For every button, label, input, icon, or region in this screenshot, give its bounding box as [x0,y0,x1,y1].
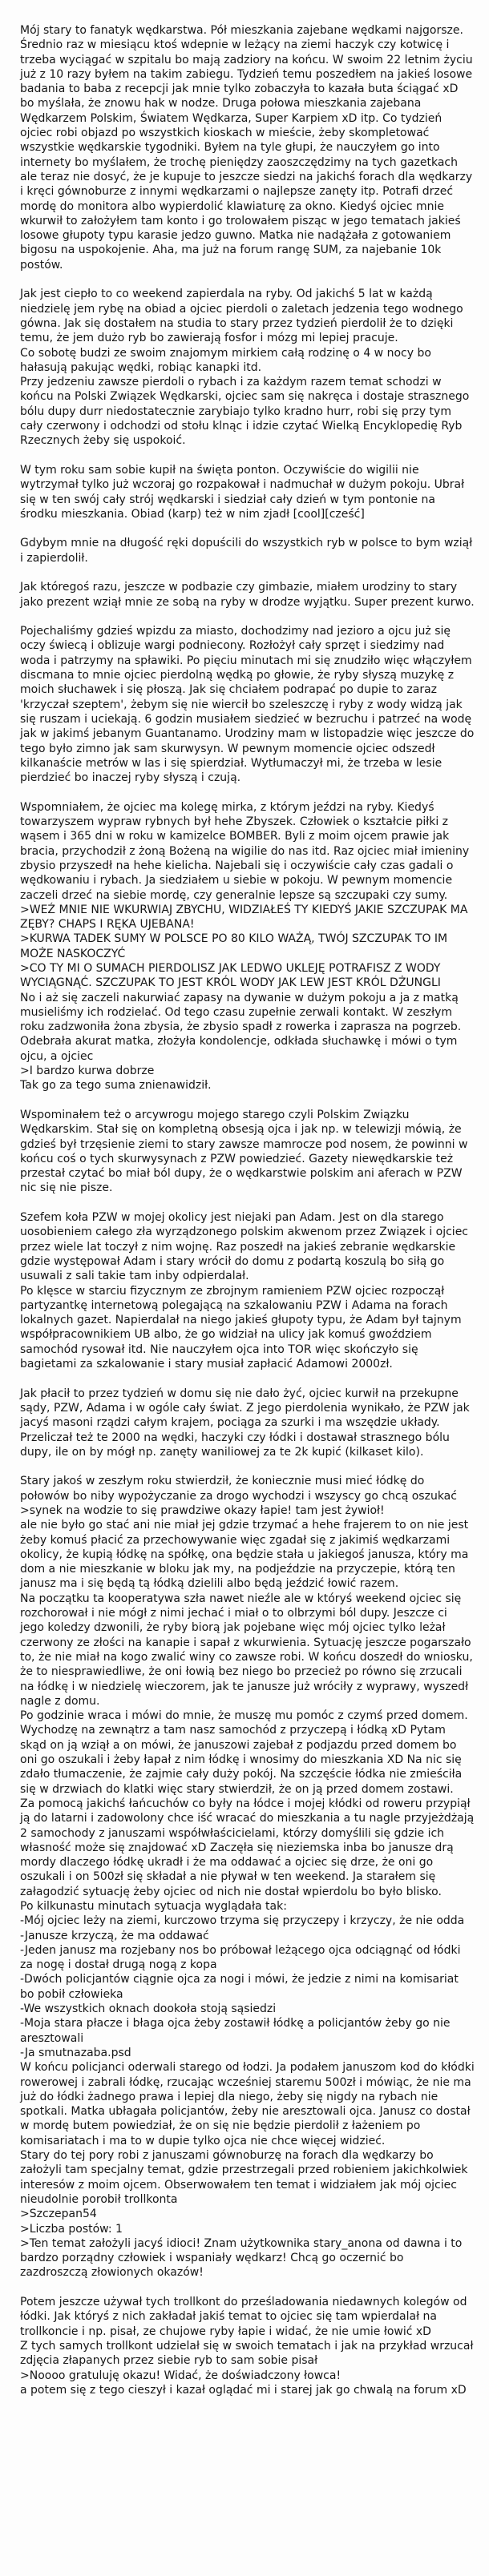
text-line: -Moja stara płacze i błaga ojca żeby zostawił łódkę a policjantów żeby go nie aresztowali [20,2017,454,2045]
text-line: >Ten temat założyli jacyś idioci! Znam użytkownika stary_anona od dawna i to bardzo porządny człowiek i wspaniały wędkarz! Chcą go oczernić bo zazdroszczą złowionych okazów! [20,2236,466,2280]
text-line: >Liczba postów: 1 [20,2222,123,2236]
text-line: Po kilkunastu minutach sytuacja wyglądała tak: [20,1900,287,1913]
text-line: Wspomniałem, że ojciec ma kolegę mirka, z którym jeździ na ryby. Kiedyś towarzyszem wypraw rybnych był hehe Zbyszek. Człowiek o kształcie piłki z wąsem i 365 dni w roku w kamizelce BOMBER. Byli z moim ojcem prawie jak bracia, przychodził z żoną Bożeną na wigilie do nas itd. Raz ojciec miał imieniny zbysio przyszedł na hehe kielicha. Najebali się i oczywiście cały czas gadali o wędkowaniu i rybach. Ja siedziałem u siebie w pokoju. W pewnym momencie zaczeli drzeć na siebie mordę, czy generalnie lepsze są szczupaki czy sumy. [20,800,473,902]
paragraph [20,624,478,785]
text-line: Mój stary to fanatyk wędkarstwa. Pół mieszkania zajebane wędkami najgorsze. Średnio raz w miesiącu ktoś wdepnie w leżący na ziemi haczyk czy kotwicę i trzeba wyciągać w szpitalu bo mają zadziory na końcu. W swoim 22 letnim życiu już z 10 razy byłem na takim zabiegu. Tydzień temu poszedłem na jakieś losowe badania to baba z recepcji jak mnie tylko zobaczyła to kazała buta ściągać xD bo myślała, że znowu hak w nodze. Druga połowa mieszkania zajebana Wędkarzem Polskim, Światem Wędkarza, Super Karpiem xD itp. Co tydzień ojciec robi objazd po wszystkich kioskach w mieście, żeby skompletować wszystkie wędkarskie tygodniki. Byłem na tyle głupi, że nauczyłem go into internety bo myślałem, że trochę pieniędzy zaoszczędzimy na tych gazetkach ale teraz nie dosyć, że je kupuje to jeszcze siedzi na jakichś forach dla wędkarzy i kręci gównoburze z innymi wędkarzami o najlepsze zanęty itp. Potrafi drzeć mordę do monitora albo wypierdolić klawiaturę za okno. Kiedyś ojciec mnie wkurwił to założyłem tam konto i go trolowałem pisząc w jego tematach jakieś losowe głupoty typu karasie jedzo guwno. Matka nie nadążała z gotowaniem bigosu na uspokojenie. Aha, ma już na forum rangę SUM, za najebanie 10k postów. [20,24,477,272]
text-line: Po klęsce w starciu fizycznym ze zbrojnym ramieniem PZW ojciec rozpoczął partyzantkę internetową polegającą na szkalowaniu PZW i Adama na forach lokalnych gazet. Napierdalał na niego jakieś głupoty typu, że Adam był tajnym współpracownikiem UB albo, że go widział na ulicy jak komuś gwoździem samochód rysował itd. Nie nauczyłem ojca into TOR więc skończyło się bagietami za szkalowanie i stary musiał zapłacić Adamowi 2000zł. [20,1284,466,1371]
text-line: Stary do tej pory robi z januszami gównoburzę na forach dla wędkarzy bo założyli tam specjalny temat, gdzie przestrzegali przed robieniem jakichkolwiek interesów z moim ojcem. Obserwowałem ten temat i widziałem jak mój ojciec nieudolnie porobił trollkonta [20,2149,471,2206]
text-line: Po godzinie wraca i mówi do mnie, że muszę mu pomóc z czymś przed domem. Wychodzę na zewnątrz a tam nasz samochód z przyczepą i łódką xD Pytam skąd on ją wziął a on mówi, że januszowi zajebał z podjazdu przed domem bo oni go oszukali i żeby łapał z nim łódkę i wnosimy do mieszkania XD Na nic się zdało tłumaczenie, że zajmie cały duży pokój. Na szczęście łódka nie zmieściła się w drzwiach do klatki więc stary stwierdził, że on ją przed domem zostawi. [20,1709,472,1796]
text-line: >CO TY MI O SUMACH PIERDOLISZ JAK LEDWO UKLEJĘ POTRAFISZ Z WODY WYCIĄGNĄĆ. SZCZUPAK TO JEST KRÓL WODY JAK LEW JEST KRÓL DŻUNGLI [20,962,444,990]
text-line: Wspominałem też o arcywrogu mojego starego czyli Polskim Związku Wędkarskim. Stał się on kompletną obsesją ojca i jak np. w telewizji mówią, że gdzieś był trzęsienie ziemi to stary zawsze mamrocze pod nosem, że powinni w końcu coś o tych skurwysynach z PZW powiedzieć. Gazety niewędkarskie też przestał czytać bo miał ból dupy, że o wędkarstwie polskim ani aferach w PZW nic się nie pisze. [20,1108,471,1195]
text-line: Z tych samych trollkont udzielał się w swoich tematach i jak na przykład wrzucał zdjęcia złapanych przez siebie ryb to sam sobie pisał [20,2339,477,2368]
paragraph [20,1474,479,2280]
text-line: W tym roku sam sobie kupił na święta ponton. Oczywiście do wigilii nie wytrzymał tylko już wczoraj go rozpakował i nadmuchał w dużym pokoju. Ubrał się w ten swój cały strój wędkarski i siedział cały dzień w tym pontonie na środku mieszkania. Obiad (karp) też w nim zjadł [cool][cześć] [20,463,468,521]
text-line: -Mój ojciec leży na ziemi, kurczowo trzyma się przyczepy i krzyczy, że nie odda [20,1914,465,1928]
text-line: >synek na wodzie to się prawdziwe okazy łapie! tam jest żywioł! [20,1503,385,1517]
text-line: Gdybym mnie na długość ręki dopuścili do wszystkich ryb w polsce to bym wziął i zapierdolił. [20,537,476,565]
paragraph [20,463,475,521]
text-line: >KURWA TADEK SUMY W POLSCE PO 80 KILO WAŻĄ, TWÓJ SZCZUPAK TO IM MOŻE NASKOCZYĆ [20,932,451,960]
text-line: Jak któregoś razu, jeszcze w podbazie czy gimbazie, miałem urodziny to stary jako prezent wziął mnie ze sobą na ryby w drodze wyjątku. Super prezent kurwo. [20,581,475,609]
text-line: >Szczepan54 [20,2208,97,2221]
text-line: W końcu policjanci oderwali starego od łodzi. Ja podałem januszom kod do kłódki rowerowej i zabrali łódkę, rzucając wcześniej staremu 500zł i mówiąc, że nie ma już do łódki żadnego prawa i lepiej dla niego, żeby się nigdy na rybach nie spotkali. Matka ubłagała policjantów, żeby nie aresztowali ojca. Janusz co dostał w mordę butem powiedział, że on się nie będzie pierdolił z łażeniem po komisariatach i ma to w dupie tylko ojca nie chce więcej widzieć. [20,2061,479,2147]
document-body [20,23,479,2397]
text-line: -Jeden janusz ma rozjebany nos bo próbował leżącego ojca odciągnąć od łódki za nogę i dostał drugą nogą z kopa [20,1943,464,1972]
text-line: Pojechaliśmy gdzieś wpizdu za miasto, dochodzimy nad jezioro a ojcu już się oczy świecą i oblizuje wargi podniecony. Rozłożył cały sprzęt i siedzimy nad woda i patrzymy na spławiki. Po pięciu minutach mi się znudziło więc włączyłem discmana to mnie ojciec pierdolną wędką po głowie, że ryby słyszą muzykę z moich słuchawek i się płoszą. Jak się chciałem podrapać po dupie to zaraz 'krzyczał szeptem', żebym się nie wiercił bo szeleszczę i ryby z wody widzą jak się ruszam i uciekają. 6 godzin musiałem siedzieć w bezruchu i patrzeć na wodę jak w jakimś jebanym Guantanamo. Urodziny mam w listopadzie więc jeszcze do tego było zimno jak sam skurwysyn. W pewnym momencie ojciec odszedł kilkanaście metrów w las i się spierdział. Wytłumaczył mi, że trzeba w lesie pierdzieć bo inaczej ryby słyszą i czują. [20,625,478,785]
paragraph [20,1387,475,1459]
text-line: Za pomocą jakichś łańcuchów co były na łódce i mojej kłódki od roweru przypiął ją do latarni i zadowolony chce iść wracać do mieszkania a tu nagle przyjeżdżają 2 samochody z januszami współwłaścicielami, którzy domyślili się gdzie ich własność może się znajdować xD Zaczęła się nieziemska inba bo janusze drą mordy dlaczego łódkę ukradł i że ma oddawać a ojciec się drze, że oni go oszukali i on 500zł się składał a nie pływał w ten weekend. Ja starałem się załagodzić sytuację żeby ojciec od nich nie dostał wpierdolu bo było blisko. [20,1797,478,1898]
paragraph [20,536,475,566]
paragraph [20,2295,475,2397]
text-line: Tak go za tego suma znienawidził. [20,1079,212,1093]
paragraph [20,1210,475,1371]
text-line: -Janusze krzyczą, że ma oddawać [20,1929,209,1942]
text-line: >Noooo gratuluję okazu! Widać, że doświadczony łowca! [20,2369,341,2382]
text-line: -We wszystkich oknach dookoła stoją sąsiedzi [20,2002,277,2016]
paragraph [20,1108,475,1196]
text-line: Potem jeszcze używał tych trollkont do prześladowania niedawnych kolegów od łódki. Jak któryś z nich zakładał jakiś temat to ojciec się tam wpierdalał na trollkoncie i np. pisał, ze chujowe ryby łapie i widać, że nie umie łowić xD [20,2296,471,2338]
text-line: Na początku ta kooperatywa szła nawet nieźle ale w któryś weekend ojciec się rozchorował i nie mógł z nimi jechać i miał o to olbrzymi ból dupy. Jeszcze ci jego koledzy dzwonili, że ryby biorą jak pojebane więc mój ojciec tylko leżał czerwony ze złości na kanapie i sapał z wkurwienia. Sytuację jeszcze pogarszało to, że nie miał na kogo zwalić winy co zawsze robi. W końcu doszedł do wniosku, że to niesprawiedliwe, że oni łowią bez niego bo przecież po równo się zrzucali na łódkę i w niedzielę wieczorem, jak te janusze już wróciły z wyprawy, wyszedł nagle z domu. [20,1592,477,1708]
text-line: Co sobotę budzi ze swoim znajomym mirkiem całą rodzinę o 4 w nocy bo hałasują pakując wędki, robiąc kanapki itd. [20,346,435,374]
paragraph [20,800,475,1093]
text-line: Szefem koła PZW w mojej okolicy jest niejaki pan Adam. Jest on dla starego uosobieniem całego zła wyrządzonego polskim akwenom przez Związek i ojciec przez wiele lat toczył z nim wojnę. Raz poszedł na jakieś zebranie wędkarskie gdzie występował Adam i stary wrócił do domu z podartą koszulą bo siłą go usuwali z sali takie tam inby odpierdalał. [20,1211,472,1283]
text-line: -Dwóch policjantów ciągnie ojca za nogi i mówi, że jedzie z nimi na komisariat bo pobił człowieka [20,1973,463,2001]
paragraph [20,287,475,448]
text-line: >I bardzo kurwa dobrze [20,1065,155,1078]
text-line: No i aż się zaczeli nakurwiać zapasy na dywanie w dużym pokoju a ja z matką musieliśmy ich rodzielać. Od tego czasu zupełnie zerwali kontakt. W zeszłym roku zadzwoniła żona zbysia, że zbysio spadł z rowerka i zaprasza na pogrzeb. Odebrała akurat matka, złożyła kondolencje, odkłada słuchawkę i mówi o tym ojcu, a ojciec [20,991,465,1063]
text-line: -Ja smutnazaba.psd [20,2046,131,2059]
text-line: Stary jakoś w zeszłym roku stwierdził, że koniecznie musi mieć łódkę do połowów bo niby wypożyczanie za drogo wychodzi i wszyscy go chcą oszukać [20,1475,457,1503]
text-line: Jak jest ciepło to co weekend zapierdala na ryby. Od jakichś 5 lat w każdą niedzielę jem rybę na obiad a ojciec pierdoli o zaletach jedzenia tego wodnego gówna. Jak się dostałem na studia to stary przez tydzień pierdolił że to dzięki temu, że jem dużo ryb bo zawierają fosfor i mózg mi lepiej pracuje. [20,288,467,345]
text-line: ale nie było go stać ani nie miał jej gdzie trzymać a hehe frajerem to on nie jest żeby komuś płacić za przechowywanie więc zgadał się z jakimiś wędkarzami okolicy, że kupią łódkę na spółkę, ona będzie stała u jakiegoś janusza, który ma dom a nie mieszkanie w bloku jak my, na podjeździe na przyczepie, którą ten janusz ma i się będą tą łódką dzielili albo będą jeździć łowić razem. [20,1519,472,1591]
text-line: a potem się z tego cieszył i kazał oglądać mi i starej jak go chwalą na forum xD [20,2383,467,2397]
text-line: Przy jedzeniu zawsze pierdoli o rybach i za każdym razem temat schodzi w końcu na Polski Związek Wędkarski, ojciec sam się nakręca i dostaje strasznego bólu dupy durr niedostatecznie zarybiajo tylko kradno hurr, robi się przy tym cały czerwony i odchodzi od stołu klnąc i idzie czytać Wielką Encyklopedię Ryb Rzecznych żeby się uspokoić. [20,376,473,448]
paragraph [20,580,475,610]
paragraph [20,23,475,272]
text-line: Jak płacił to przez tydzień w domu się nie dało żyć, ojciec kurwił na przekupne sądy, PZW, Adama i w ogóle cały świat. Z jego pierdolenia wynikało, że PZW jak jacyś masoni rządzi całym krajem, pociąga za szurki i ma wszędzie układy. Przeliczał też te 2000 na wędki, haczyki czy łódki i dostawał strasznego bólu dupy, ile on by mógł np. zanęty waniliowej za te 2k kupić (kilkaset kilo). [20,1387,474,1459]
text-line: >WEŹ MNIE NIE WKURWIAJ ZBYCHU, WIDZIAŁEŚ TY KIEDYŚ JAKIE SZCZUPAK MA ZĘBY? CHAPS I RĘKA UJEBANA! [20,903,471,932]
